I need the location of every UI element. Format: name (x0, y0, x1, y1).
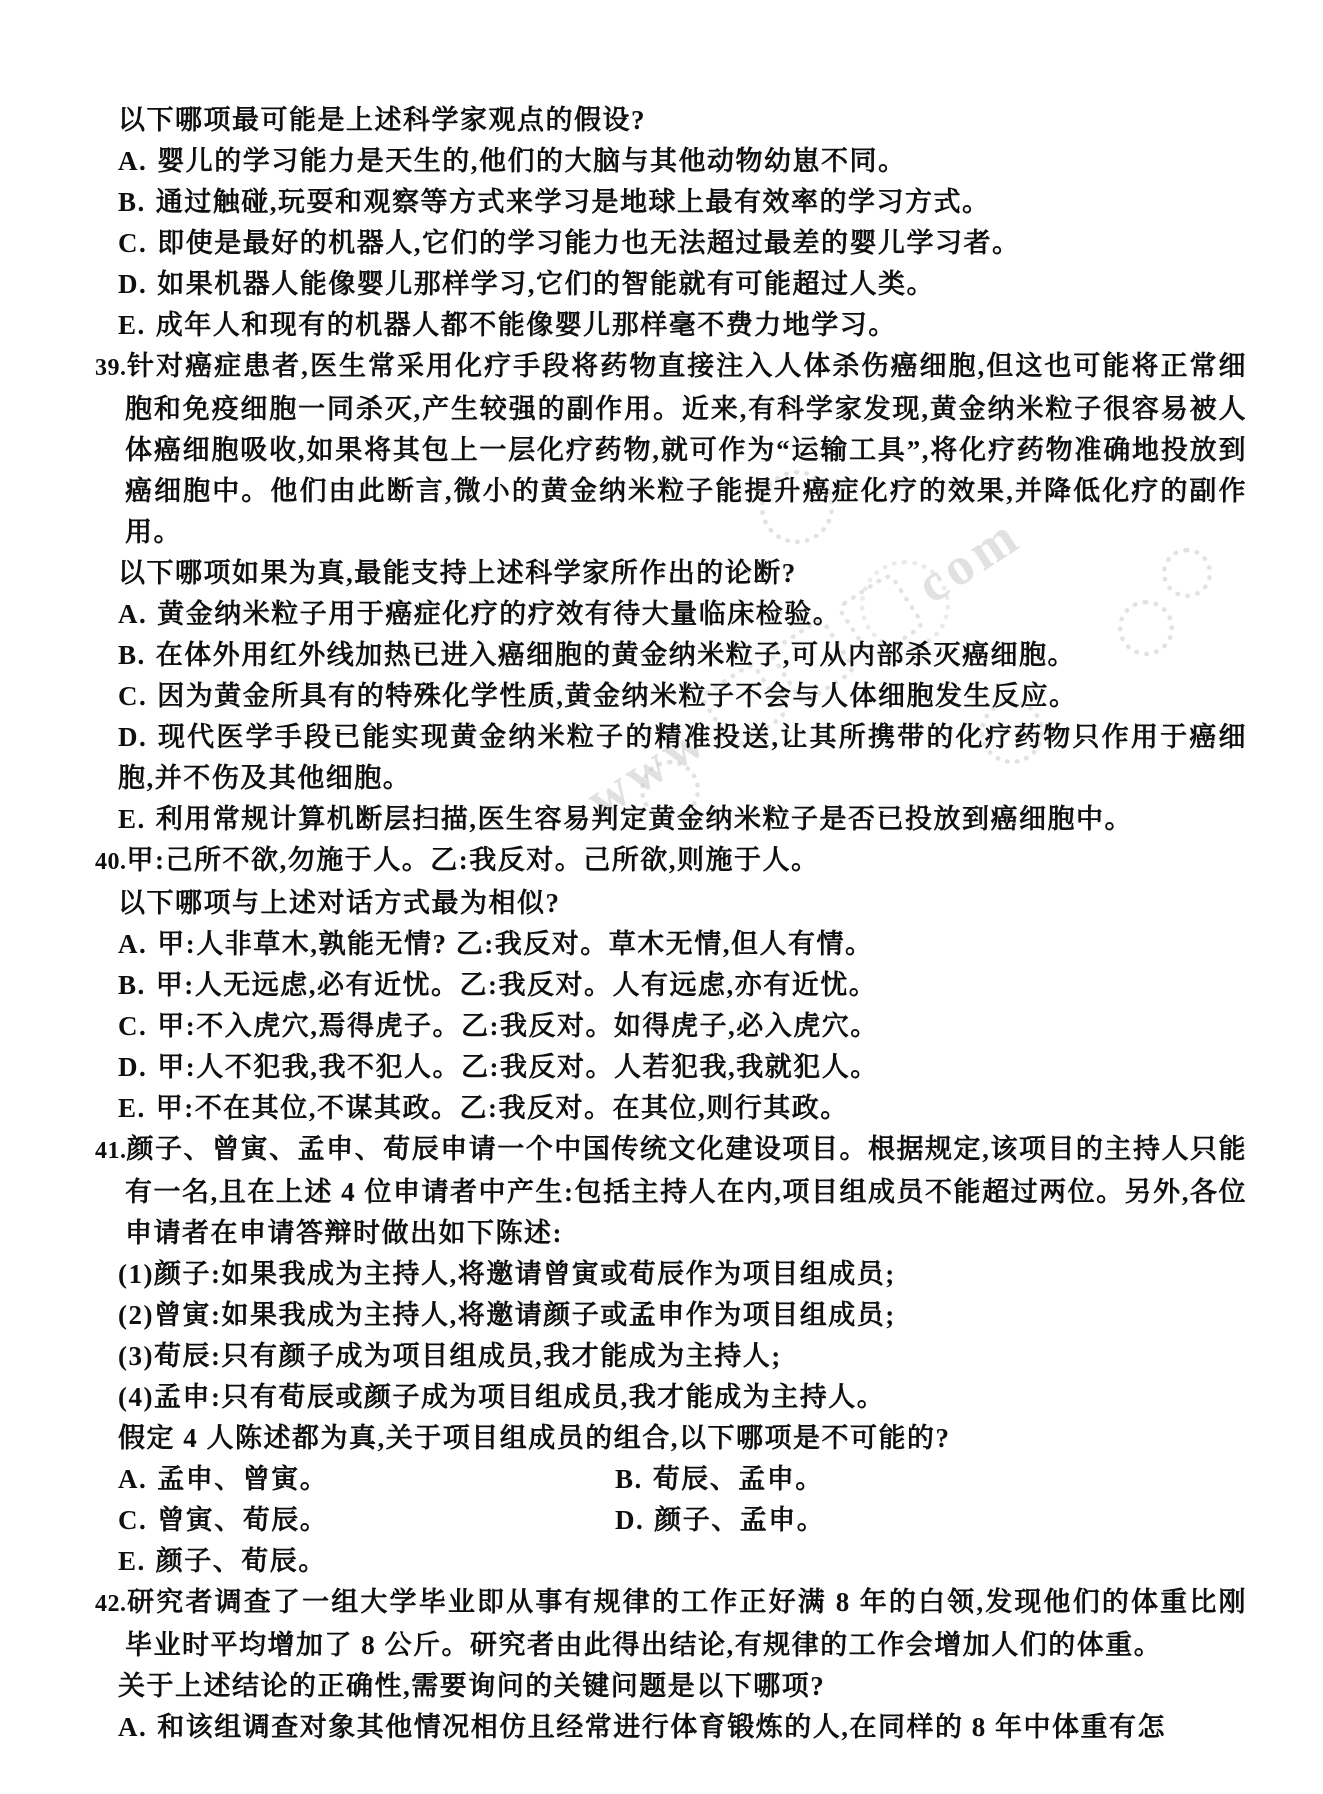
question-stem (95, 840, 1247, 883)
option-text: 荀辰、孟申。 (652, 1464, 824, 1494)
stem-text: 甲:己所不欲,勿施于人。乙:我反对。己所欲,则施于人。 (126, 845, 820, 875)
option-c (95, 1006, 1247, 1047)
option-text: 甲:人非草木,孰能无情? 乙:我反对。草木无情,但人有情。 (157, 929, 874, 959)
option-a (95, 594, 1247, 635)
option-e (95, 305, 1247, 346)
option-c (95, 676, 1247, 717)
option-label: D. (118, 1052, 148, 1082)
option-text: 成年人和现有的机器人都不能像婴儿那样毫不费力地学习。 (155, 310, 897, 340)
option-text: 和该组调查对象其他情况相仿且经常进行体育锻炼的人,在同样的 8 年中体重有怎 (157, 1712, 1166, 1742)
option-text: 甲:不入虎穴,焉得虎子。乙:我反对。如得虎子,必入虎穴。 (157, 1011, 879, 1041)
option-label: B. (118, 187, 146, 217)
option-label: C. (118, 228, 148, 258)
option-e (95, 799, 1247, 840)
option-label: E. (118, 1093, 146, 1123)
option-d (95, 1047, 1247, 1088)
option-label: E. (118, 1546, 146, 1576)
question-prompt: 以下哪项与上述对话方式最为相似? (118, 888, 561, 918)
option-label: D. (118, 722, 148, 752)
option-b (615, 1459, 1247, 1500)
option-e (95, 1088, 1247, 1129)
option-a (118, 1459, 615, 1500)
option-c (95, 223, 1247, 264)
question-number: 39. (95, 355, 127, 381)
option-d (95, 717, 1247, 799)
option-text: 即使是最好的机器人,它们的学习能力也无法超过最差的婴儿学习者。 (157, 228, 1021, 258)
option-text: 黄金纳米粒子用于癌症化疗的疗效有待大量临床检验。 (157, 599, 842, 629)
question-42 (95, 1582, 1247, 1748)
option-d (615, 1500, 1247, 1541)
option-label: E. (118, 804, 146, 834)
option-label: B. (118, 640, 146, 670)
option-label: C. (118, 1011, 148, 1041)
option-text: 婴儿的学习能力是天生的,他们的大脑与其他动物幼崽不同。 (157, 146, 907, 176)
option-label: D. (615, 1505, 645, 1535)
stem-text: 研究者调查了一组大学毕业即从事有规律的工作正好满 8 年的白领,发现他们的体重比刚毕业时平均增加了 8 公斤。研究者由此得出结论,有规律的工作会增加人们的体重。 (125, 1587, 1247, 1660)
stem-text: 颜子、曾寅、孟申、荀辰申请一个中国传统文化建设项目。根据规定,该项目的主持人只能有一名,且在上述 4 位申请者中产生:包括主持人在内,项目组成员不能超过两位。另外,各位申请者在申请答辩时做出如下陈述: (125, 1134, 1247, 1248)
option-text: 甲:人不犯我,我不犯人。乙:我反对。人若犯我,我就犯人。 (157, 1052, 879, 1082)
option-text: 甲:人无远虑,必有近忧。乙:我反对。人有远虑,亦有近忧。 (155, 970, 878, 1000)
option-text: 颜子、孟申。 (654, 1505, 826, 1535)
question-stem (95, 346, 1247, 553)
option-label: D. (118, 269, 148, 299)
option-text: 曾寅、荀辰。 (157, 1505, 329, 1535)
option-label: C. (118, 681, 148, 711)
option-label: E. (118, 310, 146, 340)
option-label: A. (118, 1464, 148, 1494)
option-label: A. (118, 1712, 148, 1742)
stem-text: 针对癌症患者,医生常采用化疗手段将药物直接注入人体杀伤癌细胞,但这也可能将正常细胞和免疫细胞一同杀灭,产生较强的副作用。近来,有科学家发现,黄金纳米粒子很容易被人体癌细胞吸收,如果将其包上一层化疗药物,就可作为“运输工具”,将化疗药物准确地投放到癌细胞中。他们由此断言,微小的黄金纳米粒子能提升癌症化疗的效果,并降低化疗的副作用。 (125, 351, 1247, 547)
option-text: 孟申、曾寅。 (157, 1464, 329, 1494)
option-d (95, 264, 1247, 305)
option-label: B. (615, 1464, 643, 1494)
option-text: 在体外用红外线加热已进入癌细胞的黄金纳米粒子,可从内部杀灭癌细胞。 (155, 640, 1077, 670)
condition-statement-3: (3)荀辰:只有颜子成为项目组成员,我才能成为主持人; (118, 1341, 782, 1371)
question-39 (95, 346, 1247, 840)
question-number: 41. (95, 1138, 127, 1164)
option-a (95, 924, 1247, 965)
question-40 (95, 840, 1247, 1129)
option-b (95, 182, 1247, 223)
option-text: 通过触碰,玩耍和观察等方式来学习是地球上最有效率的学习方式。 (155, 187, 991, 217)
question-number: 40. (95, 849, 127, 875)
watermark-text-com: com (905, 503, 1032, 615)
question-41 (95, 1129, 1247, 1582)
option-text: 因为黄金所具有的特殊化学性质,黄金纳米粒子不会与人体细胞发生反应。 (157, 681, 1078, 711)
condition-statement-2: (2)曾寅:如果我成为主持人,将邀请颜子或孟申作为项目组成员; (118, 1300, 896, 1330)
condition-statement-1: (1)颜子:如果我成为主持人,将邀请曾寅或荀辰作为项目组成员; (118, 1259, 896, 1289)
option-text: 现代医学手段已能实现黄金纳米粒子的精准投送,让其所携带的化疗药物只作用于癌细胞,并不伤及其他细胞。 (118, 722, 1247, 793)
option-text: 利用常规计算机断层扫描,医生容易判定黄金纳米粒子是否已投放到癌细胞中。 (155, 804, 1134, 834)
option-label: C. (118, 1505, 148, 1535)
option-label: A. (118, 146, 148, 176)
question-number: 42. (95, 1591, 127, 1617)
option-label: A. (118, 929, 148, 959)
option-a (95, 141, 1247, 182)
option-label: A. (118, 599, 148, 629)
question-prompt: 以下哪项最可能是上述科学家观点的假设? (118, 105, 646, 135)
question-stem (95, 1129, 1247, 1254)
options-two-column (118, 1459, 1247, 1582)
option-a-truncated (95, 1707, 1247, 1748)
watermark-text-www: www (575, 706, 719, 830)
option-b (95, 965, 1247, 1006)
question-prompt: 假定 4 人陈述都为真,关于项目组成员的组合,以下哪项是不可能的? (118, 1423, 951, 1453)
option-b (95, 635, 1247, 676)
question-38 (95, 100, 1247, 346)
condition-statement-4: (4)孟申:只有荀辰或颜子成为项目组成员,我才能成为主持人。 (118, 1382, 886, 1412)
option-text: 甲:不在其位,不谋其政。乙:我反对。在其位,则行其政。 (155, 1093, 849, 1123)
question-prompt: 以下哪项如果为真,最能支持上述科学家所作出的论断? (118, 558, 797, 588)
option-c (118, 1500, 615, 1541)
question-prompt: 关于上述结论的正确性,需要询问的关键问题是以下哪项? (118, 1671, 826, 1701)
option-text: 颜子、荀辰。 (155, 1546, 327, 1576)
option-label: B. (118, 970, 146, 1000)
option-text: 如果机器人能像婴儿那样学习,它们的智能就有可能超过人类。 (157, 269, 935, 299)
option-e (118, 1541, 615, 1582)
question-stem (95, 1582, 1247, 1666)
